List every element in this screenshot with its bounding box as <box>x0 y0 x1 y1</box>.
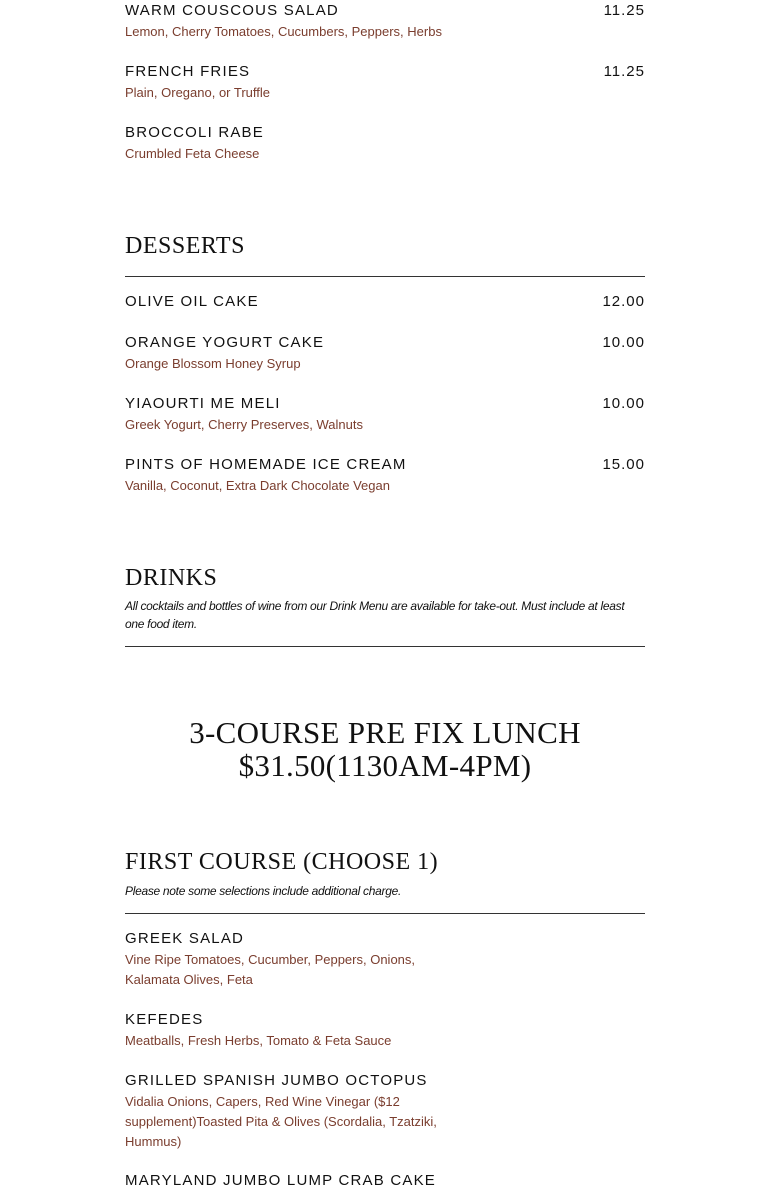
item-price: 10.00 <box>602 334 645 351</box>
section-divider <box>125 913 645 914</box>
item-description: Greek Yogurt, Cherry Preserves, Walnuts <box>125 417 363 432</box>
item-price: 15.00 <box>602 456 645 473</box>
item-description: Plain, Oregano, or Truffle <box>125 85 271 100</box>
item-description: Vine Ripe Tomatoes, Cucumber, Peppers, Onions, Kalamata Olives, Feta <box>125 952 416 987</box>
section-note: All cocktails and bottles of wine from our Drink Menu are available for take-out. Must include at least one food item. <box>125 599 625 631</box>
item-description: Vidalia Onions, Capers, Red Wine Vinegar ($12 supplement)Toasted Pita & Olives (Scordalia, Tzatziki, Hummus) <box>125 1094 437 1149</box>
item-name: BROCCOLI RABE <box>125 124 264 141</box>
menu-item <box>125 454 645 496</box>
item-name: YIAOURTI ME MELI <box>125 395 281 412</box>
menu-item <box>125 393 645 435</box>
item-name: FRENCH FRIES <box>125 63 251 80</box>
item-price: 10.00 <box>602 395 645 412</box>
item-description: Meatballs, Fresh Herbs, Tomato & Feta Sauce <box>125 1033 392 1048</box>
section-title-first-course: FIRST COURSE (CHOOSE 1) <box>125 849 439 875</box>
item-name: WARM COUSCOUS SALAD <box>125 2 339 19</box>
item-price: 11.25 <box>603 2 645 19</box>
menu-item <box>125 332 645 374</box>
menu-item <box>125 0 645 42</box>
prefix-title-line2: $31.50(1130AM-4PM) <box>238 748 532 783</box>
section-divider <box>125 276 645 277</box>
item-description: Orange Blossom Honey Syrup <box>125 356 301 371</box>
section-title-desserts: DESSERTS <box>125 233 245 259</box>
item-description: Vanilla, Coconut, Extra Dark Chocolate Vegan <box>125 478 390 493</box>
item-name: GRILLED SPANISH JUMBO OCTOPUS <box>125 1072 428 1089</box>
item-price: 12.00 <box>602 293 645 310</box>
item-name: ORANGE YOGURT CAKE <box>125 334 325 351</box>
section-note: Please note some selections include additional charge. <box>125 884 401 898</box>
menu-item <box>125 122 645 164</box>
item-name: GREEK SALAD <box>125 930 245 947</box>
item-description: Crumbled Feta Cheese <box>125 146 260 161</box>
menu-item <box>125 928 645 990</box>
item-price: 11.25 <box>603 63 645 80</box>
menu-item <box>125 1170 645 1185</box>
item-description: Lemon, Cherry Tomatoes, Cucumbers, Peppers, Herbs <box>125 24 442 39</box>
item-name: MARYLAND JUMBO LUMP CRAB CAKE <box>125 1172 436 1185</box>
section-divider <box>125 646 645 647</box>
menu-item <box>125 1070 645 1152</box>
item-name: PINTS OF HOMEMADE ICE CREAM <box>125 456 407 473</box>
item-name: OLIVE OIL CAKE <box>125 293 259 310</box>
prefix-title-line1: 3-COURSE PRE FIX LUNCH <box>189 715 581 750</box>
menu-item <box>125 1009 645 1051</box>
menu-item <box>125 291 645 313</box>
item-name: KEFEDES <box>125 1011 204 1028</box>
section-title-drinks: DRINKS <box>125 565 218 591</box>
menu-item <box>125 61 645 103</box>
